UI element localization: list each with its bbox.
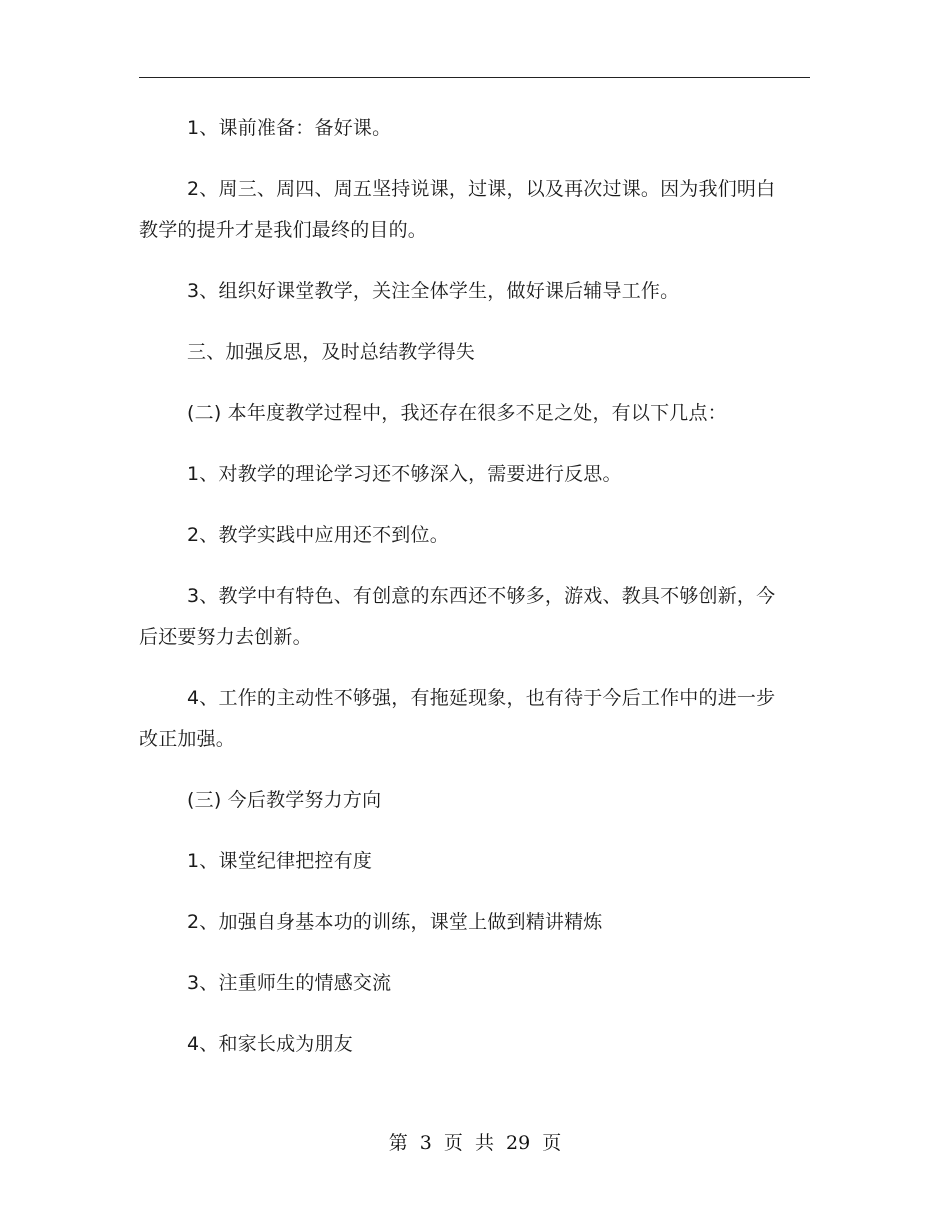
paragraph-5: 2、教学实践中应用还不到位。 [187,524,449,546]
subsection-heading-2: (二) 本年度教学过程中，我还存在很多不足之处，有以下几点： [187,402,727,424]
paragraph-4: 1、对教学的理论学习还不够深入，需要进行反思。 [187,463,622,485]
paragraph-10: 3、注重师生的情感交流 [187,972,392,994]
paragraph-6: 3、教学中有特色、有创意的东西还不够多，游戏、教具不够创新，今后还要努力去创新。 [139,585,776,648]
paragraph-7: 4、工作的主动性不够强，有拖延现象，也有待于今后工作中的进一步改正加强。 [139,687,776,750]
paragraph-8: 1、课堂纪律把控有度 [187,850,373,872]
paragraph-11: 4、和家长成为朋友 [187,1033,353,1055]
subsection-heading-3: (三) 今后教学努力方向 [187,789,382,811]
paragraph-9: 2、加强自身基本功的训练，课堂上做到精讲精炼 [187,911,603,933]
paragraph-3: 3、组织好课堂教学，关注全体学生，做好课后辅导工作。 [187,280,680,302]
section-heading-3: 三、加强反思，及时总结教学得失 [187,341,476,363]
page-number: 第 3 页 共 29 页 [388,1132,562,1154]
header-rule [139,77,810,78]
paragraph-1: 1、课前准备：备好课。 [187,117,392,139]
document-body [139,108,779,1085]
paragraph-2: 2、周三、周四、周五坚持说课，过课，以及再次过课。因为我们明白教学的提升才是我们最终的目的。 [139,178,776,241]
